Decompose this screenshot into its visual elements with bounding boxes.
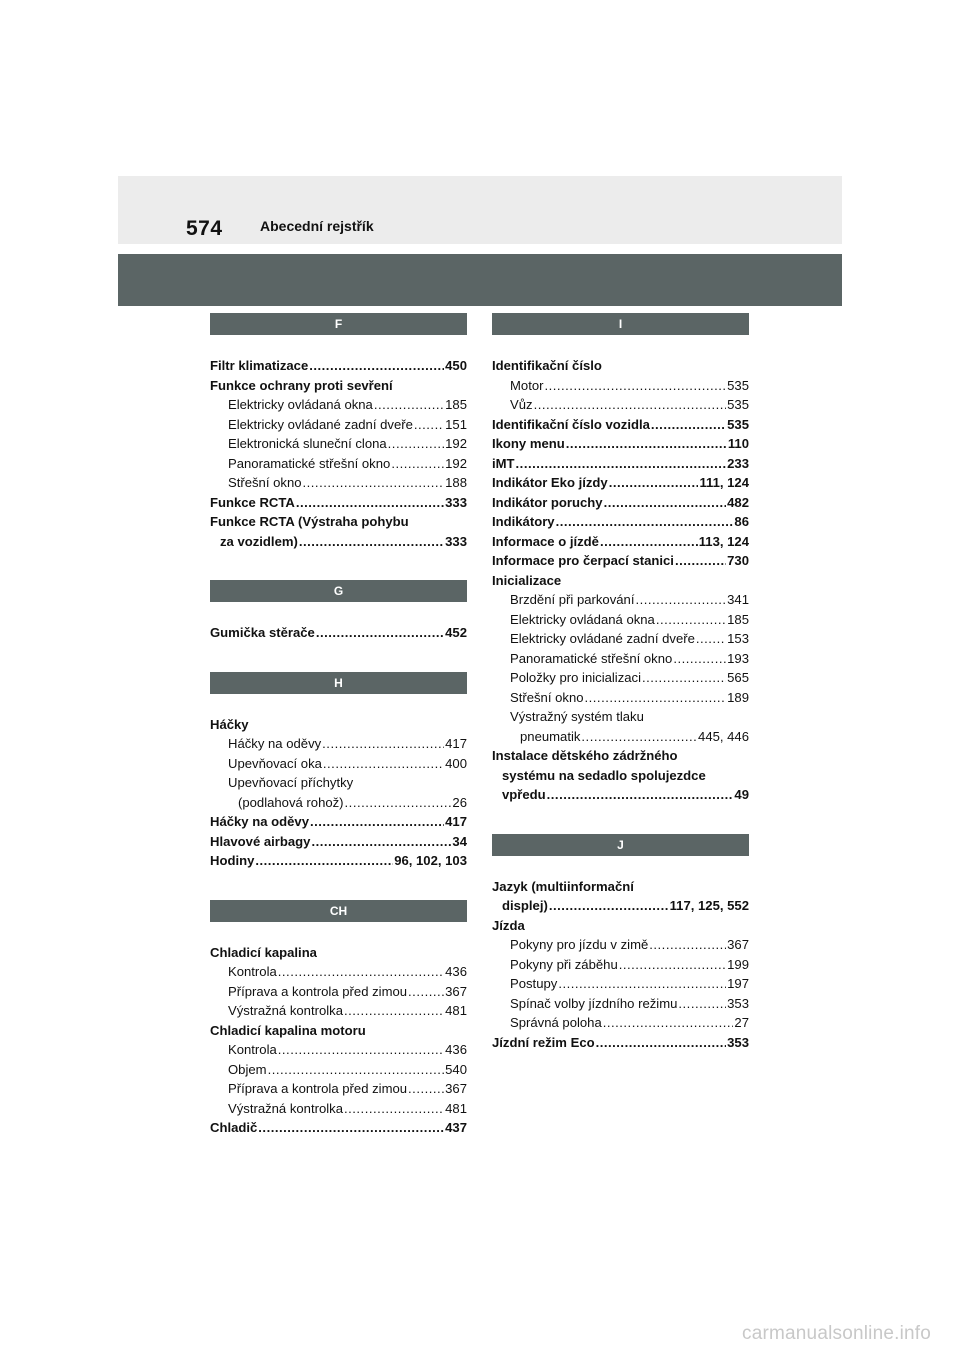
letter-heading-h: H [210, 672, 467, 694]
index-subentry: Panoramatické střešní okno ..... 192 [210, 454, 467, 474]
header-band [118, 176, 842, 244]
index-subentry: Příprava a kontrola před zimou ..... 367 [210, 982, 467, 1002]
index-entry: Chladič ..... 437 [210, 1118, 467, 1138]
index-entry: Informace o jízdě ..... 113, 124 [492, 532, 749, 552]
index-entry: Inicializace [492, 572, 562, 588]
index-subentry: Motor ..... 535 [492, 376, 749, 396]
letter-heading-g: G [210, 580, 467, 602]
index-entry: Indikátory ..... 86 [492, 512, 749, 532]
index-entry: Identifikační číslo vozidla ..... 535 [492, 415, 749, 435]
letter-heading-i: I [492, 313, 749, 335]
index-subentry: Pokyny pro jízdu v zimě ..... 367 [492, 935, 749, 955]
watermark: carmanualsonline.info [742, 1323, 932, 1344]
index-subentry: Pokyny při záběhu ..... 199 [492, 955, 749, 975]
index-subentry: Elektronická sluneční clona ..... 192 [210, 434, 467, 454]
index-entry: Háčky [210, 716, 249, 732]
index-subentry: Panoramatické střešní okno ..... 193 [492, 649, 749, 669]
index-entry: Chladicí kapalina [210, 944, 317, 960]
index-subentry: Upevňovací oka ..... 400 [210, 754, 467, 774]
index-entry-continued: displej) ..... 117, 125, 552 [492, 896, 749, 916]
index-subentry: Příprava a kontrola před zimou ..... 367 [210, 1079, 467, 1099]
header-dark-band [118, 254, 842, 306]
index-entry: Filtr klimatizace ..... 450 [210, 356, 467, 376]
index-subentry: Správná poloha ..... 27 [492, 1013, 749, 1033]
index-entry: Indikátor poruchy ..... 482 [492, 493, 749, 513]
index-entry: Funkce RCTA ..... 333 [210, 493, 467, 513]
index-entry: Funkce ochrany proti sevření [210, 377, 393, 393]
index-entry: Hodiny ..... 96, 102, 103 [210, 851, 467, 871]
index-subentry: Háčky na oděvy ..... 417 [210, 734, 467, 754]
index-subentry: Střešní okno ..... 188 [210, 473, 467, 493]
index-entry: Gumička stěrače ..... 452 [210, 623, 467, 643]
index-entry: iMT ..... 233 [492, 454, 749, 474]
index-subentry: Postupy ..... 197 [492, 974, 749, 994]
index-subentry: Vůz ..... 535 [492, 395, 749, 415]
index-subentry: Upevňovací příchytky [228, 775, 354, 790]
page-number: 574 [186, 217, 223, 240]
index-entry-continued: vpředu ..... 49 [492, 785, 749, 805]
letter-heading-j: J [492, 834, 749, 856]
index-entry: Hlavové airbagy ..... 34 [210, 832, 467, 852]
index-subentry: Kontrola ..... 436 [210, 962, 467, 982]
index-entry: Identifikační číslo [492, 358, 602, 373]
index-subentry: Výstražný systém tlaku [510, 709, 644, 724]
index-subentry: Střešní okno ..... 189 [492, 688, 749, 708]
section-title: Abecední rejstřík [260, 218, 374, 234]
index-entry: Ikony menu ..... 110 [492, 434, 749, 454]
index-subentry: Elektricky ovládané zadní dveře ..... 153 [492, 629, 749, 649]
index-subentry: Elektricky ovládané zadní dveře ..... 151 [210, 415, 467, 435]
index-entry: Indikátor Eko jízdy ..... 111, 124 [492, 473, 749, 493]
letter-heading-ch: CH [210, 900, 467, 922]
index-entry: Jízda [492, 917, 525, 933]
index-subentry: Výstražná kontrolka ..... 481 [210, 1099, 467, 1119]
index-subentry: Elektricky ovládaná okna ..... 185 [492, 610, 749, 630]
index-entry-continued: systému na sedadlo spolujezdce [502, 767, 706, 783]
index-entry: Jízdní režim Eco ..... 353 [492, 1033, 749, 1053]
index-entry-continued: za vozidlem) ..... 333 [210, 532, 467, 552]
index-entry: Instalace dětského zádržného [492, 748, 678, 763]
index-subentry: Položky pro inicializaci ..... 565 [492, 668, 749, 688]
index-column-right [492, 313, 749, 1052]
index-subentry: Výstražná kontrolka ..... 481 [210, 1001, 467, 1021]
index-subentry-continued: (podlahová rohož) ..... 26 [210, 793, 467, 813]
index-entry: Jazyk (multiinformační [492, 878, 634, 894]
index-column-left [210, 313, 467, 1138]
index-subentry: Brzdění při parkování ..... 341 [492, 590, 749, 610]
index-subentry: Elektricky ovládaná okna ..... 185 [210, 395, 467, 415]
index-subentry-continued: pneumatik ..... 445, 446 [492, 727, 749, 747]
index-entry: Chladicí kapalina motoru [210, 1022, 366, 1038]
index-subentry: Spínač volby jízdního režimu ..... 353 [492, 994, 749, 1014]
index-entry: Informace pro čerpací stanici ..... 730 [492, 551, 749, 571]
index-entry: Funkce RCTA (Výstraha pohybu [210, 514, 409, 529]
index-entry: Háčky na oděvy ..... 417 [210, 812, 467, 832]
index-subentry: Kontrola ..... 436 [210, 1040, 467, 1060]
letter-heading-f: F [210, 313, 467, 335]
index-subentry: Objem ..... 540 [210, 1060, 467, 1080]
